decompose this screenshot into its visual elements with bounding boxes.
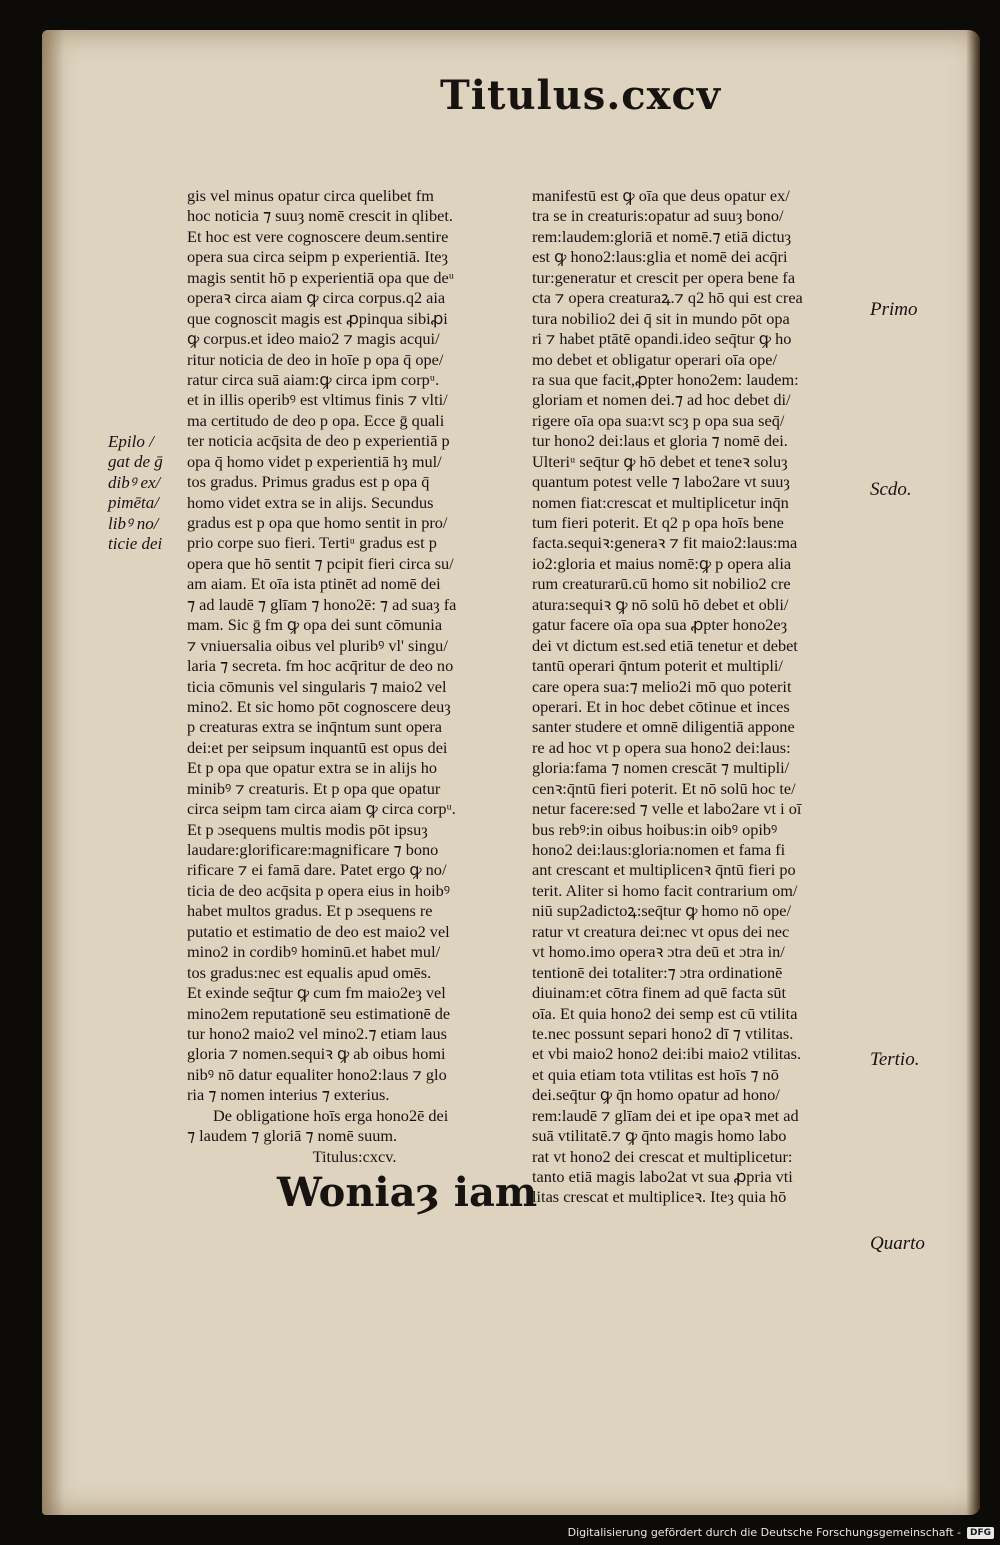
- text-line: gloriam et nomen dei.⁊ ad hoc debet di/: [532, 390, 791, 410]
- text-line: gloria:fama ⁊ nomen crescāt ⁊ multipli/: [532, 758, 790, 778]
- text-line: rificare ⁊ ei famā dare. Patet ergo ꝙ no/: [187, 860, 447, 880]
- digitization-credit: [568, 1526, 994, 1539]
- text-line: rem:laudē ⁊ glīam dei et ipe opaꝛ met ad: [532, 1105, 799, 1125]
- text-line: magis sentit hō p experientiā opa que deᵘ: [187, 267, 455, 287]
- margin-note-tertio: Tertio.: [870, 1049, 920, 1070]
- text-line: tanto etiā magis labo2at vt sua ꝓpria vti: [532, 1167, 793, 1186]
- text-line: io2:gloria et maius nomē:ꝙ p opera alia: [532, 553, 792, 573]
- text-line: opera que hō sentit ⁊ pcipit fieri circa su/: [187, 553, 454, 573]
- text-line: te.nec possunt separi hono2 dī ⁊ vtilitas.: [532, 1023, 794, 1043]
- text-line: suā vtilitatē.⁊ ꝙ q̄nto magis homo labo: [532, 1126, 787, 1146]
- text-line: cta ⁊ opera creaturaꝝ.⁊ q2 hō qui est crea: [532, 288, 803, 308]
- text-line: ter noticia acq̄sita de deo p experientiā p: [187, 431, 450, 451]
- text-line: ꝙ corpus.et ideo maio2 ⁊ magis acqui/: [187, 329, 440, 349]
- margin-note-primo: Primo: [870, 299, 918, 320]
- text-line: hoc noticia ⁊ suuȝ nomē crescit in qlibet.: [187, 206, 453, 226]
- text-line: que cognoscit magis est ꝓpinqua sibiꝓi: [187, 308, 448, 328]
- text-line: am aiam. Et oīa ista ptinēt ad nomē dei: [187, 574, 441, 594]
- text-line: netur facere:sed ⁊ velle et labo2are vt i oī: [532, 799, 802, 819]
- credit-text: Digitalisierung gefördert durch die Deutsche Forschungsgemeinschaft -: [567, 1526, 961, 1539]
- dfg-logo: DFG: [967, 1527, 994, 1539]
- text-line: pimēta/: [108, 493, 159, 513]
- text-line: gis vel minus opatur circa quelibet fm: [187, 186, 434, 205]
- text-line: gradus est p opa que homo sentit in pro/: [187, 513, 448, 532]
- text-line: circa seipm tam circa aiam ꝙ circa corpᵘ.: [187, 799, 456, 819]
- text-line: ticia cōmunis vel singularis ⁊ maio2 vel: [187, 676, 447, 696]
- text-line: est ꝙ hono2:laus:glia et nomē dei acq̄ri: [532, 247, 788, 267]
- text-line: tentionē dei totaliter:⁊ ɔtra ordinationē: [532, 962, 783, 982]
- text-line: litas crescat et multipliceꝛ. Iteȝ quia hō: [532, 1187, 787, 1207]
- text-line: tur hono2 dei:laus et gloria ⁊ nomē dei.: [532, 431, 788, 451]
- text-line: ratur circa suā aiam:ꝙ circa ipm corpᵘ.: [187, 369, 440, 389]
- text-line: mino2em reputationē seu estimationē de: [187, 1003, 451, 1023]
- text-line: ma certitudo de deo p opa. Ecce ḡ quali: [187, 410, 445, 430]
- text-line: Et exinde seq̄tur ꝙ cum fm maio2eȝ vel: [187, 983, 446, 1003]
- running-head: Titulus.cxcv: [440, 72, 722, 119]
- text-line: p creaturas extra se inq̄ntum sunt opera: [187, 717, 442, 737]
- text-line: mino2 in cordibꝰ hominū.et habet mul/: [187, 942, 441, 962]
- text-line: mino2. Et sic homo pōt cognoscere deuȝ: [187, 696, 451, 716]
- text-line: putatio et estimatio de deo est maio2 vel: [187, 921, 450, 941]
- text-line: ra sua que facit,ꝓpter hono2em: laudem:: [532, 369, 799, 389]
- text-line: gloria ⁊ nomen.sequiꝛ ꝙ ab oibus homi: [187, 1044, 446, 1064]
- text-line: habet multos gradus. Et p ɔsequens re: [187, 901, 433, 921]
- left-text-column: [187, 186, 538, 1216]
- text-line: et vbi maio2 hono2 dei:ibi maio2 vtilitas.: [532, 1044, 802, 1064]
- text-line: dibꝰ ex/: [108, 472, 161, 492]
- text-line: rigere oīa opa sua:vt scȝ p opa sua seq̄/: [532, 410, 785, 430]
- text-line: diuinam:et cōtra finem ad quē facta sūt: [532, 983, 787, 1003]
- text-line: santer studere et omnē diligentiā appone: [532, 717, 795, 737]
- text-line: dei.seq̄tur ꝙ q̄n homo opatur ad hono/: [532, 1085, 780, 1105]
- text-line: et quia etiam tota vtilitas est hoīs ⁊ nō: [532, 1064, 779, 1084]
- right-text-column: [532, 186, 872, 1208]
- text-line: bus rebꝰ:in oibus hoibus:in oibꝰ opibꝰ: [532, 819, 778, 839]
- text-line: Et hoc est vere cognoscere deum.sentire: [187, 226, 449, 246]
- text-line: ritur noticia de deo in hoīe p opa q̄ ope/: [187, 349, 444, 369]
- text-line: hono2 dei:laus:gloria:nomen et fama fi: [532, 840, 786, 859]
- text-line: tur hono2 maio2 vel mino2.⁊ etiam laus: [187, 1023, 447, 1043]
- text-line: care opera sua:⁊ melio2i mō quo poterit: [532, 676, 792, 696]
- text-line: ratur vt creatura dei:nec vt opus dei nec: [532, 921, 790, 941]
- text-line: ⁊ vniuersalia oibus vel pluribꝰ vl' singu/: [187, 635, 448, 655]
- left-margin-note: [108, 432, 163, 555]
- text-line: dei vt dictum est.sed etiā tenetur et debet: [532, 635, 798, 655]
- text-line: re ad hoc vt p opera sua hono2 dei:laus:: [532, 737, 791, 757]
- text-line: atura:sequiꝛ ꝙ nō solū hō debet et obli/: [532, 594, 789, 614]
- text-line: opera sua circa seipm p experientiā. Iteȝ: [187, 247, 448, 267]
- text-line: nibꝰ nō datur equaliter hono2:laus ⁊ glo: [187, 1064, 447, 1084]
- text-line: tantū operari q̄ntum poterit et multipli/: [532, 656, 783, 676]
- text-line: nomen fiat:crescat et multiplicetur inq̄n: [532, 492, 789, 512]
- text-line: rem:laudem:gloriā et nomē.⁊ etiā dictuȝ: [532, 226, 792, 246]
- text-line: operaꝛ circa aiam ꝙ circa corpus.q2 aia: [187, 288, 446, 308]
- text-line: opa q̄ homo videt p experientiā hȝ mul/: [187, 451, 442, 471]
- text-line: laudare:glorificare:magnificare ⁊ bono: [187, 840, 439, 859]
- text-line: tur:generatur et crescit per opera bene fa: [532, 267, 796, 287]
- text-line: niū sup2adictoꝝ:seq̄tur ꝙ homo nō ope/: [532, 901, 792, 921]
- text-line: laria ⁊ secreta. fm hoc acq̄ritur de deo no: [187, 656, 454, 676]
- text-line: vt homo.imo operaꝛ ɔtra deū et ɔtra in/: [532, 942, 785, 962]
- text-line: ticia de deo acq̄sita p opera eius in hoibꝰ: [187, 880, 451, 900]
- text-line: dei:et per seipsum inquantū est opus dei: [187, 737, 448, 757]
- text-line: rat vt hono2 dei crescat et multiplicetur:: [532, 1146, 793, 1166]
- text-line: et in illis operibꝰ est vltimus finis ⁊ vlti/: [187, 390, 448, 410]
- text-line: gatur facere oīa opa sua ꝓpter hono2eȝ: [532, 615, 788, 635]
- text-line: operari. Et in hoc debet cōtinue et inces: [532, 696, 790, 716]
- chapter-incipit: Woniaȝ iam: [277, 1169, 538, 1216]
- text-line: gat de ḡ: [108, 452, 163, 472]
- text-line: quantum potest velle ⁊ labo2are vt suuȝ: [532, 472, 790, 492]
- text-line: cenꝛ:q̄ntū fieri poterit. Et nō solū hoc te/: [532, 778, 796, 798]
- text-line: prio corpe suo fieri. Tertiᵘ gradus est p: [187, 533, 437, 553]
- page-edge-shadow: [966, 30, 980, 1515]
- text-line: Epilo /: [108, 432, 154, 451]
- text-line: Et p opa que opatur extra se in alijs ho: [187, 758, 438, 778]
- text-line: ant crescant et multiplicenꝛ q̄ntū fieri po: [532, 860, 796, 880]
- text-line: tum fieri poterit. Et q2 p opa hoīs bene: [532, 513, 784, 532]
- text-line: mo debet et obligatur operari oīa ope/: [532, 349, 778, 369]
- text-line: terit. Aliter si homo facit contrarium om/: [532, 880, 798, 900]
- text-line: minibꝰ ⁊ creaturis. Et p opa que opatur: [187, 778, 441, 798]
- page-gutter-shadow: [42, 30, 64, 1515]
- text-line: tos gradus. Primus gradus est p opa q̄: [187, 472, 430, 492]
- margin-note-scdo: Scdo.: [870, 479, 912, 500]
- text-line: manifestū est ꝙ oīa que deus opatur ex/: [532, 186, 790, 205]
- chapter-summary-line: ⁊ laudem ⁊ gloriā ⁊ nomē suum.: [187, 1126, 398, 1146]
- text-line: ria ⁊ nomen interius ⁊ exterius.: [187, 1085, 390, 1105]
- text-line: Et p ɔsequens multis modis pōt ipsuȝ: [187, 819, 428, 839]
- text-line: mam. Sic ḡ fm ꝙ opa dei sunt cōmunia: [187, 615, 443, 635]
- text-line: ticie dei: [108, 534, 163, 554]
- text-line: ri ⁊ habet ptātē opandi.ideo seq̄tur ꝙ ho: [532, 329, 792, 349]
- text-line: tos gradus:nec est equalis apud omēs.: [187, 962, 432, 982]
- text-line: oīa. Et quia hono2 dei semp est cū vtilita: [532, 1003, 798, 1023]
- text-line: facta.sequiꝛ:generaꝛ ⁊ fit maio2:laus:ma: [532, 533, 798, 553]
- text-line: homo videt extra se in alijs. Secundus: [187, 492, 434, 512]
- chapter-summary-line: De obligatione hoīs erga hono2ē dei: [213, 1105, 449, 1125]
- text-line: libꝰ no/: [108, 513, 159, 533]
- text-line: tura nobilio2 dei q̄ sit in mundo pōt opa: [532, 308, 790, 328]
- text-line: Ulteriᵘ seq̄tur ꝙ hō debet et teneꝛ soluȝ: [532, 451, 788, 471]
- chapter-title: Titulus:cxcv.: [312, 1146, 397, 1166]
- text-line: rum creaturarū.cū homo sit nobilio2 cre: [532, 574, 791, 594]
- text-line: ⁊ ad laudē ⁊ glīam ⁊ hono2ē: ⁊ ad suaȝ fa: [187, 594, 457, 614]
- margin-note-quarto: Quarto: [870, 1233, 925, 1254]
- text-line: tra se in creaturis:opatur ad suuȝ bono/: [532, 206, 784, 226]
